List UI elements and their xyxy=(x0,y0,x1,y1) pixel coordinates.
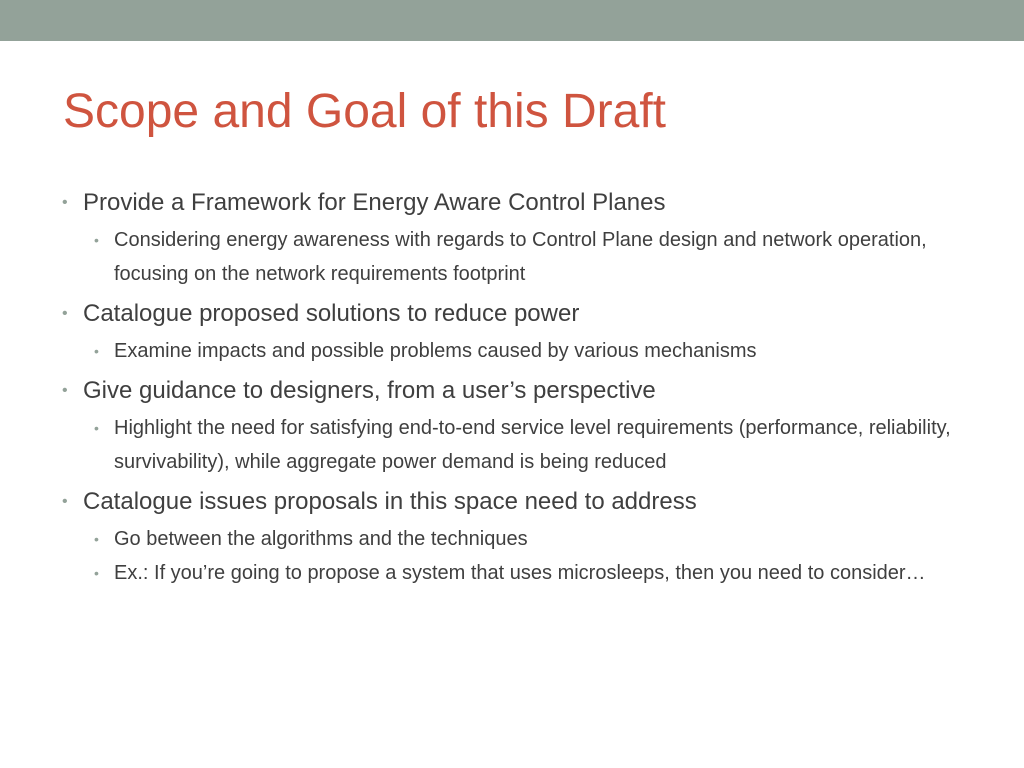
bullet-marker: • xyxy=(62,305,68,322)
bullet-marker: • xyxy=(62,194,68,211)
bullet-text: Provide a Framework for Energy Aware Control Planes xyxy=(83,189,666,216)
sub-bullet-item xyxy=(62,223,962,291)
sub-bullet-item xyxy=(62,334,962,368)
top-accent-band xyxy=(0,0,1024,41)
bullet-marker: • xyxy=(62,382,68,399)
sub-bullet-marker: • xyxy=(94,420,99,436)
bullet-text: Give guidance to designers, from a user’s perspective xyxy=(83,377,656,404)
sub-bullet-text: Highlight the need for satisfying end-to-end service level requirements (performance, reliability, survivability), while aggregate power demand is being reduced xyxy=(114,417,951,473)
sub-bullet-marker: • xyxy=(94,343,99,359)
sub-bullet-text: Ex.: If you’re going to propose a system that uses microsleeps, then you need to consider… xyxy=(114,562,926,584)
sub-bullet-text: Go between the algorithms and the techniques xyxy=(114,528,528,550)
sub-bullet-marker: • xyxy=(94,565,99,581)
bullet-text: Catalogue proposed solutions to reduce power xyxy=(83,300,580,327)
sub-bullet-text: Considering energy awareness with regards to Control Plane design and network operation, focusing on the network requirements footprint xyxy=(114,229,927,285)
sub-bullet-item xyxy=(62,556,962,590)
slide-title: Scope and Goal of this Draft xyxy=(63,85,666,138)
sub-bullet-marker: • xyxy=(94,232,99,248)
sub-bullet-item xyxy=(62,411,962,479)
sub-bullet-text: Examine impacts and possible problems caused by various mechanisms xyxy=(114,340,757,362)
sub-bullet-item xyxy=(62,522,962,556)
bullet-marker: • xyxy=(62,493,68,510)
bullet-item xyxy=(62,294,962,334)
bullet-list xyxy=(62,183,962,590)
bullet-text: Catalogue issues proposals in this space need to address xyxy=(83,488,697,515)
bullet-item xyxy=(62,371,962,411)
bullet-item xyxy=(62,482,962,522)
bullet-item xyxy=(62,183,962,223)
sub-bullet-marker: • xyxy=(94,531,99,547)
